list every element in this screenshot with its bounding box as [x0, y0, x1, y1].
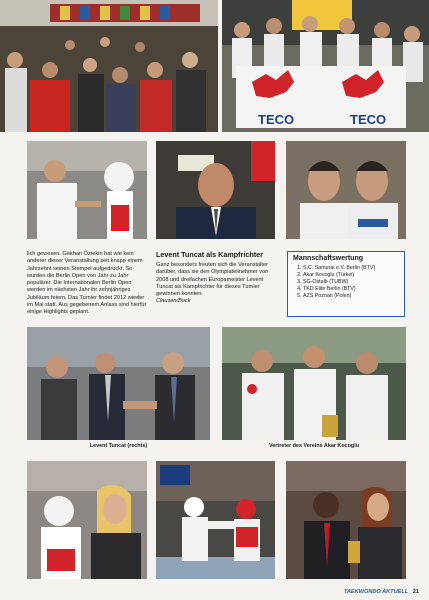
article-left-column — [27, 251, 147, 317]
article-left-paragraph: lich gewesen. Gökhan Öztekin hat wie kein anderer dieser Veranstaltung seit knapp einem Jahrzehnt seinen Stempel aufgedrückt. So wurden die Berlin Open von Jahr zu Jahr populärer. Die Internationalen Berlin Open werden im nächsten Jahr ihr zehnjähriges Jubiläum feiern. Das Turnier findet 2012 wieder im Mai statt. Aus gegebenem Anlass sind hierfür einige Highlights geplant. — [27, 251, 147, 316]
photo-medic-child — [27, 141, 147, 239]
photo-akar-representatives — [222, 327, 406, 440]
ranking-item: 2. Akar Kocoglu (Türkei) — [303, 272, 399, 279]
article-middle-column — [156, 251, 278, 306]
photo-child-with-woman — [27, 461, 147, 579]
banner-text-right: TECO — [350, 112, 387, 127]
photo-credit: Clausen/Bock — [156, 298, 191, 305]
ranking-item: 4. TKD Elite Berlin (BTV) — [303, 286, 399, 293]
caption-akar: Vertreter des Vereins Akar Kocoglu — [269, 443, 359, 449]
ranking-item: 5. AZS Poznan (Polen) — [303, 293, 399, 300]
photo-levent-handshake — [27, 327, 210, 440]
section-heading: Levent Tuncat als Kampfrichter — [156, 250, 263, 259]
ranking-item: 1. S.C. Samurai e.V. Berlin (BTV) — [303, 265, 399, 272]
team-ranking-title: Mannschaftswertung — [293, 255, 364, 262]
photo-crowd-stands — [0, 0, 218, 132]
article-middle-paragraph: Ganz besonders freuten sich die Veranstalter darüber, dass sie den Olympiateilnehmer von 2008 und dreifachen Europameister Levent Tuncat als Kampfrichter für dieses Turnier gewinnen konnten. — [156, 262, 269, 298]
team-ranking-box — [287, 251, 405, 317]
ranking-item: 3. SG-Ostalb (TUBW) — [303, 279, 399, 286]
magazine-name: TAEKWONDO AKTUELL — [343, 589, 409, 595]
page-number: 21 — [412, 589, 419, 595]
page-footer — [344, 589, 419, 595]
photo-levent-portrait — [156, 141, 275, 239]
photo-fight-action — [156, 461, 275, 579]
caption-levent: Levent Tuncat (rechts) — [89, 443, 148, 449]
photo-guest-with-medal — [286, 461, 406, 579]
banner-text-left: TECO — [258, 112, 295, 127]
photo-team-with-banner — [222, 0, 429, 132]
team-ranking-list — [293, 265, 399, 300]
photo-two-athletes — [286, 141, 406, 239]
